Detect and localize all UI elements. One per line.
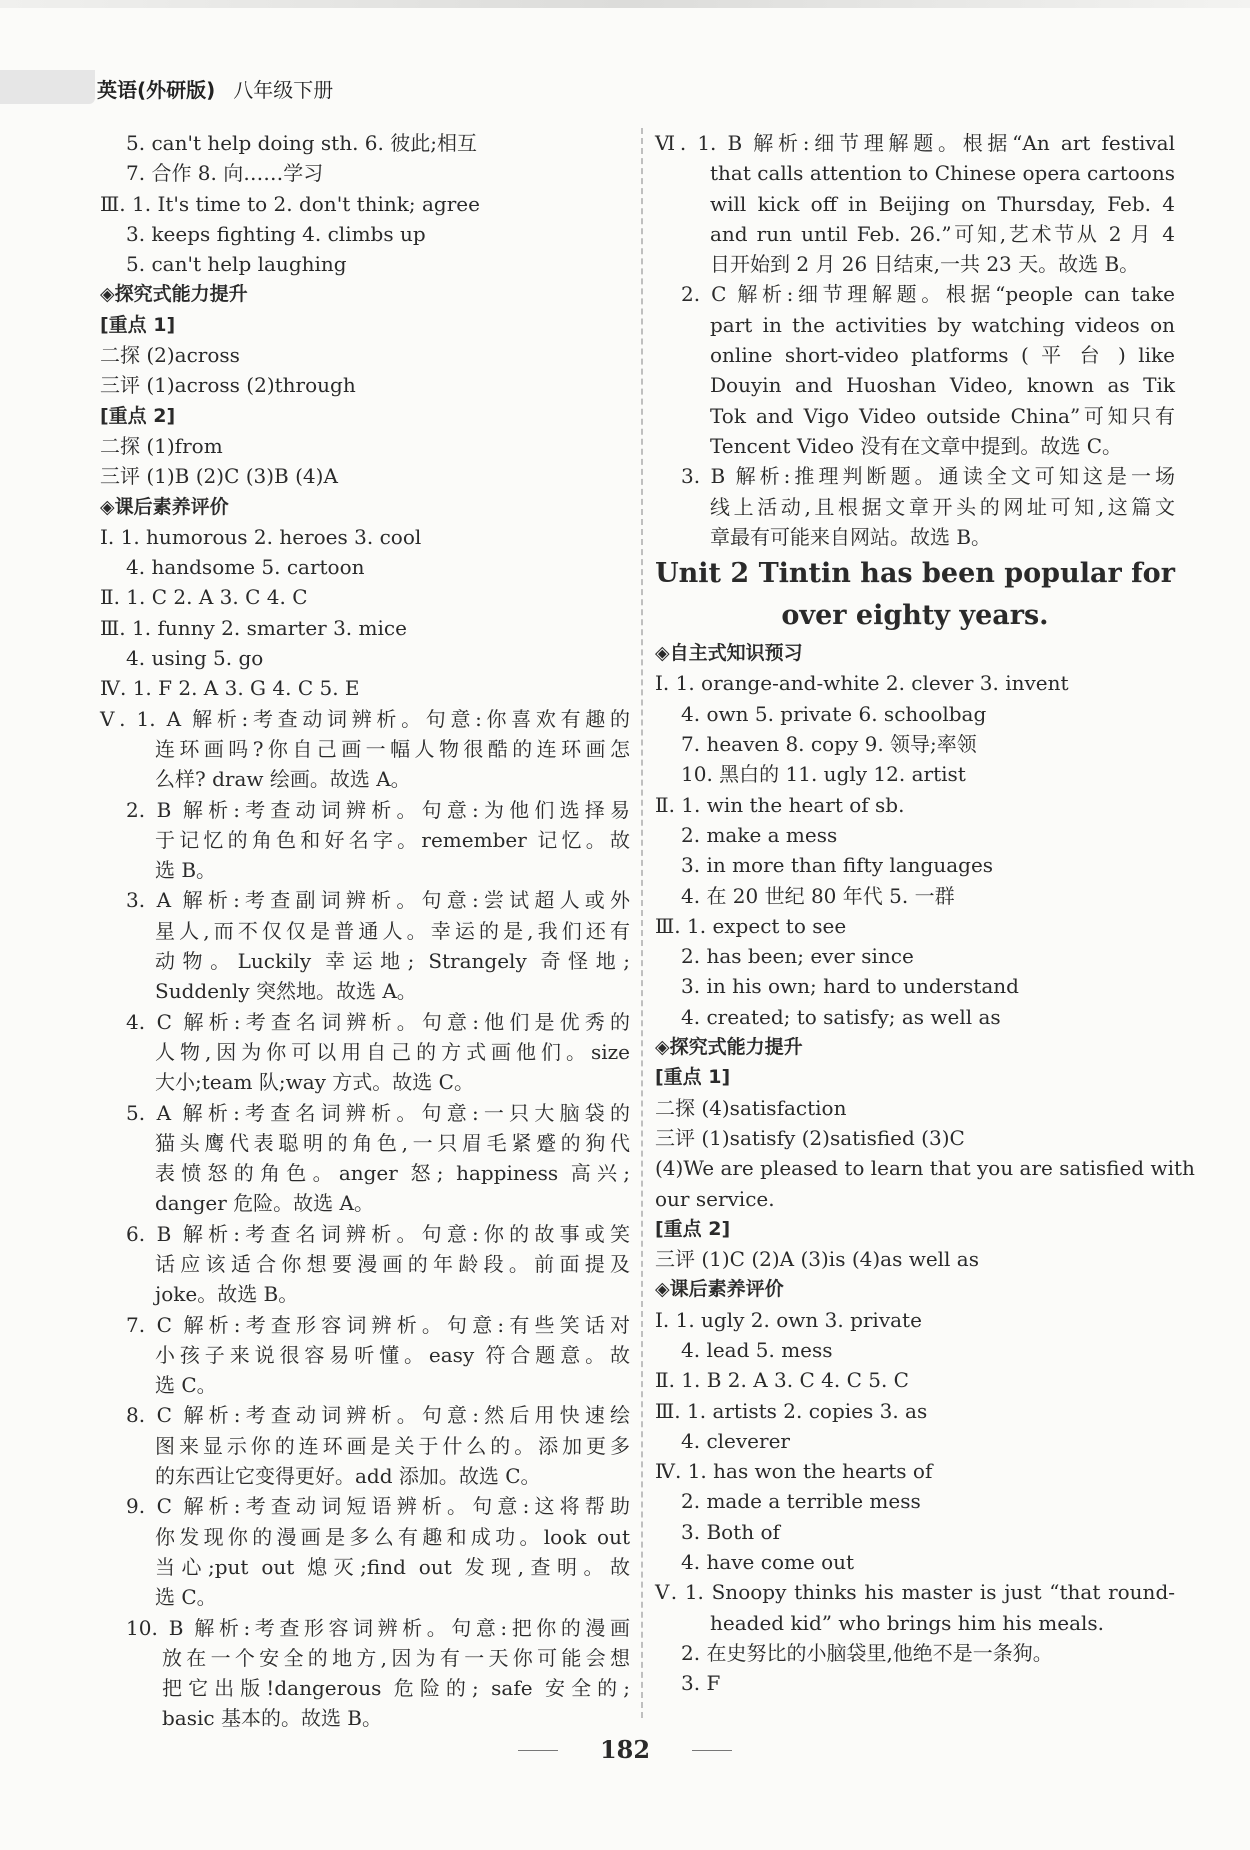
unit-title-line: Unit 2 Tintin has been popular for	[655, 558, 1175, 590]
answer-line: Ⅰ. 1. humorous 2. heroes 3. cool	[100, 524, 422, 549]
answer-line: 大小;team 队;way 方式。故选 C。	[155, 1070, 474, 1095]
answer-line: danger 危险。故选 A。	[155, 1191, 374, 1216]
running-header	[0, 70, 1250, 106]
answer-line: 4. own 5. private 6. schoolbag	[681, 701, 987, 726]
column-divider	[641, 128, 643, 1718]
answer-line: Ⅳ. 1. has won the hearts of	[655, 1459, 933, 1484]
answer-line: online short-video platforms ( 平 台 ) like	[710, 343, 1175, 368]
answer-line: 4. cleverer	[681, 1428, 790, 1453]
section-heading: [重点 2]	[100, 404, 176, 427]
answer-line: 三评 (1)satisfy (2)satisfied (3)C	[655, 1125, 965, 1150]
answer-line: 4. lead 5. mess	[681, 1337, 833, 1362]
answer-line: 2. B 解析:考查动词辨析。句意:为他们选择易	[126, 797, 630, 822]
answer-line: Ⅲ. 1. It's time to 2. don't think; agree	[100, 191, 480, 216]
answer-line: 3. keeps fighting 4. climbs up	[126, 221, 426, 246]
answer-line: Ⅲ. 1. artists 2. copies 3. as	[655, 1398, 928, 1423]
section-heading: ◈探究式能力提升	[655, 1036, 803, 1059]
answer-line: 10. B 解析:考查形容词辨析。句意:把你的漫画	[126, 1615, 630, 1640]
answer-line: 星人,而不仅仅是普通人。幸运的是,我们还有	[155, 918, 630, 943]
page-number: 182	[560, 1735, 690, 1764]
answer-line: 4. created; to satisfy; as well as	[681, 1004, 1001, 1029]
answer-line: 于记忆的角色和好名字。remember 记忆。故	[155, 827, 630, 852]
answer-line: 2. make a mess	[681, 822, 838, 847]
answer-line: Ⅱ. 1. win the heart of sb.	[655, 792, 905, 817]
answer-line: 三评 (1)C (2)A (3)is (4)as well as	[655, 1247, 979, 1272]
answer-line: 4. have come out	[681, 1550, 855, 1575]
answer-line: 话应该适合你想要漫画的年龄段。前面提及	[155, 1251, 630, 1276]
answer-line: 4. 在 20 世纪 80 年代 5. 一群	[681, 883, 955, 908]
answer-line: 选 B。	[155, 858, 217, 883]
answer-line: 放在一个安全的地方,因为有一天你可能会想	[162, 1645, 630, 1670]
answer-line: 猫头鹰代表聪明的角色,一只眉毛紧蹙的狗代	[155, 1130, 630, 1155]
answer-line: our service.	[655, 1186, 775, 1211]
answer-line: 4. C 解析:考查名词辨析。句意:他们是优秀的	[126, 1009, 630, 1034]
answer-line: part in the activities by watching videos on	[710, 312, 1175, 337]
left-column	[100, 128, 630, 1734]
answer-line: 7. C 解析:考查形容词辨析。句意:有些笑话对	[126, 1312, 630, 1337]
answer-line: 9. C 解析:考查动词短语辨析。句意:这将帮助	[126, 1494, 630, 1519]
answer-line: Ⅲ. 1. expect to see	[655, 913, 847, 938]
answer-line: Ⅰ. 1. ugly 2. own 3. private	[655, 1307, 922, 1332]
section-heading: ◈自主式知识预习	[655, 642, 803, 665]
answer-line: 人物,因为你可以用自己的方式画他们。size	[155, 1039, 630, 1064]
answer-line: 你发现你的漫画是多么有趣和成功。look out	[155, 1524, 630, 1549]
answer-line: Ⅱ. 1. B 2. A 3. C 4. C 5. C	[655, 1368, 909, 1393]
answer-line: 2. C 解析:细节理解题。根据“people can take	[681, 282, 1175, 307]
answer-line: 图来显示你的连环画是关于什么的。添加更多	[155, 1433, 630, 1458]
answer-line: 日开始到 2 月 26 日结束,一共 23 天。故选 B。	[710, 252, 1140, 277]
section-heading: [重点 1]	[100, 313, 176, 336]
answer-line: 么样? draw 绘画。故选 A。	[155, 767, 411, 792]
section-heading: ◈课后素养评价	[655, 1278, 784, 1301]
answer-line: Ⅴ. 1. A 解析:考查动词辨析。句意:你喜欢有趣的	[100, 706, 630, 731]
answer-line: 三评 (1)across (2)through	[100, 373, 356, 398]
answer-line: 2. made a terrible mess	[681, 1489, 921, 1514]
answer-line: 3. in more than fifty languages	[681, 853, 994, 878]
answer-line: (4)We are pleased to learn that you are satisfied with	[655, 1156, 1195, 1181]
answer-line: 二探 (4)satisfaction	[655, 1095, 847, 1120]
answer-line: 6. B 解析:考查名词辨析。句意:你的故事或笑	[126, 1221, 630, 1246]
answer-line: 3. B 解析:推理判断题。通读全文可知这是一场	[681, 464, 1175, 489]
answer-line: 8. C 解析:考查动词辨析。句意:然后用快速绘	[126, 1403, 630, 1428]
answer-line: 二探 (1)from	[100, 433, 223, 458]
answer-line: 3. Both of	[681, 1519, 780, 1544]
answer-line: 的东西让它变得更好。add 添加。故选 C。	[155, 1464, 541, 1489]
answer-line: 4. handsome 5. cartoon	[126, 555, 365, 580]
section-heading: ◈探究式能力提升	[100, 283, 248, 306]
answer-line: 5. can't help laughing	[126, 252, 347, 277]
section-heading: [重点 1]	[655, 1066, 731, 1089]
answer-line: 4. using 5. go	[126, 646, 264, 671]
answer-line: Ⅰ. 1. orange-and-white 2. clever 3. invent	[655, 671, 1069, 696]
answer-line: 小孩子来说很容易听懂。easy 符合题意。故	[155, 1342, 630, 1367]
answer-line: joke。故选 B。	[155, 1282, 299, 1307]
answer-line: Ⅳ. 1. F 2. A 3. G 4. C 5. E	[100, 676, 360, 701]
answer-line: 2. has been; ever since	[681, 944, 914, 969]
answer-line: 二探 (2)across	[100, 343, 240, 368]
answer-line: 当心;put out 熄灭;find out 发现,查明。故	[155, 1554, 630, 1579]
right-column	[655, 128, 1195, 1699]
answer-line: Ⅱ. 1. C 2. A 3. C 4. C	[100, 585, 308, 610]
book-title: 英语(外研版)	[97, 78, 216, 102]
unit-title-line: over eighty years.	[781, 600, 1049, 632]
answer-line: 3. in his own; hard to understand	[681, 974, 1019, 999]
answer-line: Ⅵ. 1. B 解析:细节理解题。根据“An art festival	[655, 131, 1175, 155]
answer-line: Suddenly 突然地。故选 A。	[155, 979, 417, 1004]
section-heading: [重点 2]	[655, 1217, 731, 1240]
answer-line: 线上活动,且根据文章开头的网址可知,这篇文	[710, 494, 1175, 519]
answer-line: 10. 黑白的 11. ugly 12. artist	[681, 762, 966, 787]
grade-label: 八年级下册	[233, 78, 334, 102]
answer-line: 2. 在史努比的小脑袋里,他绝不是一条狗。	[681, 1640, 1053, 1665]
answer-line: 表愤怒的角色。anger 怒; happiness 高兴;	[155, 1161, 630, 1186]
answer-line: 连环画吗?你自己画一幅人物很酷的连环画怎	[155, 736, 630, 761]
answer-line: 三评 (1)B (2)C (3)B (4)A	[100, 464, 338, 489]
answer-line: and run until Feb. 26.”可知,艺术节从 2 月 4	[710, 221, 1175, 246]
section-heading: ◈课后素养评价	[100, 495, 229, 518]
answer-line: will kick off in Beijing on Thursday, Feb. 4	[710, 191, 1175, 216]
answer-line: 5. A 解析:考查名词辨析。句意:一只大脑袋的	[126, 1100, 630, 1125]
answer-line: Ⅲ. 1. funny 2. smarter 3. mice	[100, 615, 407, 640]
answer-line: 3. A 解析:考查副词辨析。句意:尝试超人或外	[126, 888, 630, 913]
header-text	[97, 74, 333, 103]
answer-line: 把它出版!dangerous 危险的; safe 安全的;	[162, 1676, 630, 1701]
answer-line: basic 基本的。故选 B。	[162, 1706, 382, 1731]
answer-line: 选 C。	[155, 1585, 217, 1610]
answer-line: 选 C。	[155, 1373, 217, 1398]
answer-line: that calls attention to Chinese opera cartoons	[710, 161, 1175, 186]
answer-line: 7. heaven 8. copy 9. 领导;率领	[681, 732, 977, 757]
answer-line: headed kid” who brings him his meals.	[710, 1610, 1105, 1635]
answer-line: 动物。Luckily 幸运地; Strangely 奇怪地;	[155, 949, 630, 974]
answer-line: 3. F	[681, 1671, 721, 1696]
answer-line: 5. can't help doing sth. 6. 彼此;相互	[126, 131, 477, 155]
answer-line: 7. 合作 8. 向……学习	[126, 161, 324, 186]
answer-line: Tok and Vigo Video outside China”可知只有	[710, 403, 1175, 428]
answer-line: Tencent Video 没有在文章中提到。故选 C。	[710, 433, 1123, 458]
header-tab	[0, 70, 95, 104]
answer-line: Douyin and Huoshan Video, known as Tik	[710, 373, 1175, 398]
top-edge-band	[0, 0, 1250, 8]
answer-line: Ⅴ. 1. Snoopy thinks his master is just “that round-	[655, 1580, 1175, 1605]
answer-line: 章最有可能来自网站。故选 B。	[710, 524, 992, 549]
